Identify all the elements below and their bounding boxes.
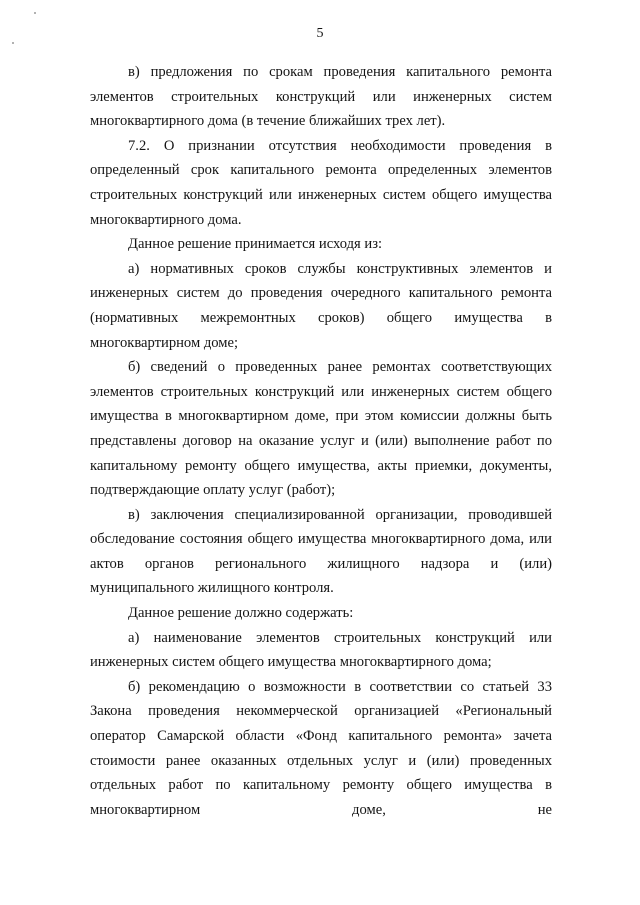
paragraph-basis-c: в) заключения специализированной организации, проводившей обследование состояния общего имущества многоквартирного дома, или актов органов регионального жилищного надзора и (или) муниципального жилищного контроля. (90, 506, 552, 597)
paragraph-basis-b: б) сведений о проведенных ранее ремонтах соответствующих элементов строительных конструкций или инженерных систем общего имущества в многоквартирном доме, при этом комиссии должны быть представлены договор на оказание услуг и (или) выполнение работ по капитальному ремонту общего имущества, акты приемки, документы, подтверждающие оплату услуг (работ); (90, 359, 552, 499)
paragraph-decision-basis-intro: Данное решение принимается исходя из: (128, 236, 383, 253)
scan-speck (12, 42, 14, 44)
paragraph-decision-content-intro: Данное решение должно содержать: (128, 605, 354, 622)
scan-speck (34, 12, 36, 14)
paragraph-content-a: а) наименование элементов строительных конструкций или инженерных систем общего имущества многоквартирного дома; (90, 629, 552, 671)
paragraph-proposals-deadlines: в) предложения по срокам проведения капитального ремонта элементов строительных конструкций или инженерных систем многоквартирного дома (в течение ближайших трех лет). (90, 64, 552, 130)
paragraph-content-b: б) рекомендацию о возможности в соответствии со статьей 33 Закона проведения некоммерческой организацией «Региональный оператор Самарской области «Фонд капитального ремонта» зачета стоимости ранее оказанных отдельных услуг и (или) проведенных отдельных работ по капитальному ремонту общего имущества в многоквартирном доме, не (90, 678, 552, 818)
page-number: 5 (316, 26, 324, 41)
paragraph-section-7-2: 7.2. О признании отсутствия необходимости проведения в определенный срок капитального ремонта определенных элементов строительных конструкций или инженерных систем общего имущества многоквартирного дома. (90, 137, 552, 228)
document-body (90, 60, 552, 822)
paragraph-basis-a: а) нормативных сроков службы конструктивных элементов и инженерных систем до проведения очередного капитального ремонта (нормативных межремонтных сроков) общего имущества в многоквартирном доме; (90, 260, 552, 351)
